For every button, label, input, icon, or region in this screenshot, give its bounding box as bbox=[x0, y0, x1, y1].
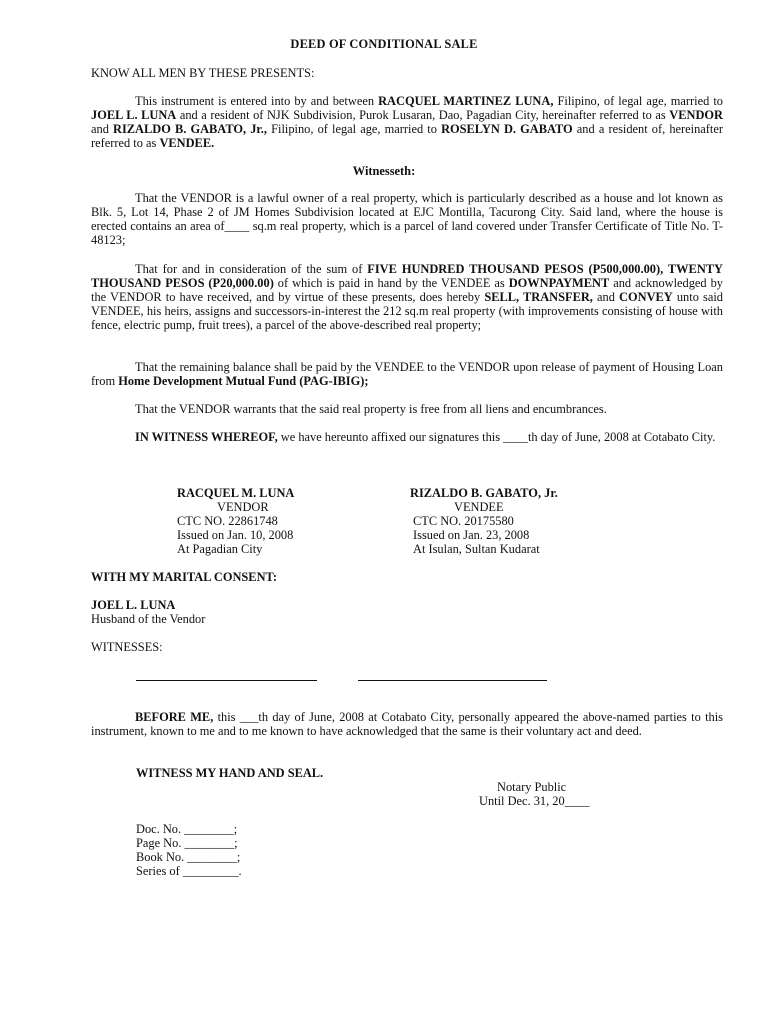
consideration-text-4: and bbox=[592, 290, 620, 304]
warranty-text: That the VENDOR warrants that the said real property is free from all liens and encumbrances. bbox=[135, 402, 607, 416]
vendee-ctc: CTC NO. 20175580 bbox=[413, 514, 514, 528]
consideration-text-5: unto said VENDEE, his heirs, assigns and successors-in-interest the 212 sq.m real property (with improvements consisting of house with fence, electric pump, fruit trees), a parcel of the above-described real property; bbox=[91, 290, 723, 332]
intro-text-1: This instrument is entered into by and between bbox=[135, 94, 379, 108]
intro-text-5: Filipino, of legal age, married to bbox=[267, 122, 442, 136]
property-paragraph bbox=[91, 191, 723, 247]
consideration-text-2: of which is paid in hand by the VENDEE as bbox=[273, 276, 509, 290]
vendor-signature-role: VENDOR bbox=[217, 500, 269, 514]
document-title: DEED OF CONDITIONAL SALE bbox=[290, 37, 478, 51]
witness-whereof-text: we have hereunto affixed our signatures this ____th day of June, 2008 at Cotabato City. bbox=[277, 430, 716, 444]
vendee-full-name: RIZALDO B. GABATO, Jr., bbox=[113, 122, 267, 136]
vendor-signature-block bbox=[177, 486, 377, 556]
witness-signature-line-1 bbox=[136, 680, 317, 681]
consent-name: JOEL L. LUNA bbox=[91, 598, 176, 612]
series-of: Series of _________. bbox=[136, 864, 242, 878]
balance-paragraph bbox=[91, 360, 723, 388]
acknowledgment-paragraph bbox=[91, 710, 723, 738]
book-no: Book No. ________; bbox=[136, 850, 241, 864]
vendor-ctc-place: At Pagadian City bbox=[177, 542, 263, 556]
vendee-spouse-name: ROSELYN D. GABATO bbox=[441, 122, 573, 136]
vendee-ctc-place: At Isulan, Sultan Kudarat bbox=[413, 542, 540, 556]
opening-line: KNOW ALL MEN BY THESE PRESENTS: bbox=[91, 66, 315, 80]
witnesses-label: WITNESSES: bbox=[91, 640, 163, 654]
intro-text-2: Filipino, of legal age, married to bbox=[553, 94, 723, 108]
warranty-paragraph bbox=[91, 402, 723, 416]
intro-paragraph bbox=[91, 94, 723, 150]
acknowledgment-text: this ___th day of June, 2008 at Cotabato City, personally appeared the above-named parties to this instrument, known to me and to me known to have acknowledged that the same is their voluntary act and deed. bbox=[91, 710, 724, 738]
vendor-full-name: RACQUEL MARTINEZ LUNA, bbox=[378, 94, 554, 108]
witness-whereof-paragraph bbox=[91, 430, 723, 444]
vendee-signature-name: RIZALDO B. GABATO, Jr. bbox=[410, 486, 558, 500]
notary-commission-until: Until Dec. 31, 20____ bbox=[479, 794, 590, 808]
before-me-lead: BEFORE ME, bbox=[135, 710, 214, 724]
property-text: That the VENDOR is a lawful owner of a real property, which is particularly described as a house and lot known as Blk. 5, Lot 14, Phase 2 of JM Homes Subdivision located at EJC Montilla, Tacurong City. Said land, where the house is erected contains an area of____ sq.m real property, which is a parcel of land covered under Transfer Certificate of Title No. T-48123; bbox=[91, 191, 723, 247]
vendee-signature-block bbox=[410, 486, 630, 556]
doc-no: Doc. No. ________; bbox=[136, 822, 238, 836]
vendor-signature-name: RACQUEL M. LUNA bbox=[177, 486, 295, 500]
witness-hand-seal: WITNESS MY HAND AND SEAL. bbox=[136, 766, 324, 780]
fund-name: Home Development Mutual Fund (PAG-IBIG); bbox=[118, 374, 369, 388]
downpayment-label: DOWNPAYMENT bbox=[508, 276, 610, 290]
page-no: Page No. ________; bbox=[136, 836, 238, 850]
consideration-amount: FIVE HUNDRED THOUSAND PESOS (P500,000.00), TWENTY THOUSAND PESOS (P20,000.00) bbox=[91, 262, 723, 290]
intro-text-3: and a resident of NJK Subdivision, Purok Lusaran, Dao, Pagadian City, hereinafter referred to as bbox=[176, 108, 670, 122]
vendor-spouse-name: JOEL L. LUNA bbox=[91, 108, 177, 122]
consent-role: Husband of the Vendor bbox=[91, 612, 206, 626]
consideration-text-3: and acknowledged by the VENDOR to have received, and by virtue of these presents, does hereby bbox=[91, 276, 723, 304]
consideration-text-1: That for and in consideration of the sum of bbox=[135, 262, 368, 276]
intro-text-4: and bbox=[91, 122, 114, 136]
witness-whereof-lead: IN WITNESS WHEREOF, bbox=[135, 430, 278, 444]
balance-text: That the remaining balance shall be paid by the VENDEE to the VENDOR upon release of payment of Housing Loan from bbox=[91, 360, 723, 388]
vendor-ctc-issued: Issued on Jan. 10, 2008 bbox=[177, 528, 294, 542]
vendee-label: VENDEE. bbox=[159, 136, 215, 150]
notarial-register bbox=[136, 822, 242, 878]
intro-text-6: and a resident of, hereinafter referred to as bbox=[91, 122, 723, 150]
convey-label: CONVEY bbox=[619, 290, 673, 304]
vendor-label: VENDOR bbox=[669, 108, 723, 122]
notary-public-label: Notary Public bbox=[497, 780, 567, 794]
vendee-ctc-issued: Issued on Jan. 23, 2008 bbox=[413, 528, 530, 542]
sell-transfer-label: SELL, TRANSFER, bbox=[484, 290, 593, 304]
consideration-paragraph bbox=[91, 262, 723, 332]
witness-signature-line-2 bbox=[358, 680, 547, 681]
witnesseth-heading: Witnesseth: bbox=[352, 164, 416, 178]
marital-consent-heading: WITH MY MARITAL CONSENT: bbox=[91, 570, 277, 584]
vendor-ctc: CTC NO. 22861748 bbox=[177, 514, 278, 528]
vendee-signature-role: VENDEE bbox=[454, 500, 504, 514]
